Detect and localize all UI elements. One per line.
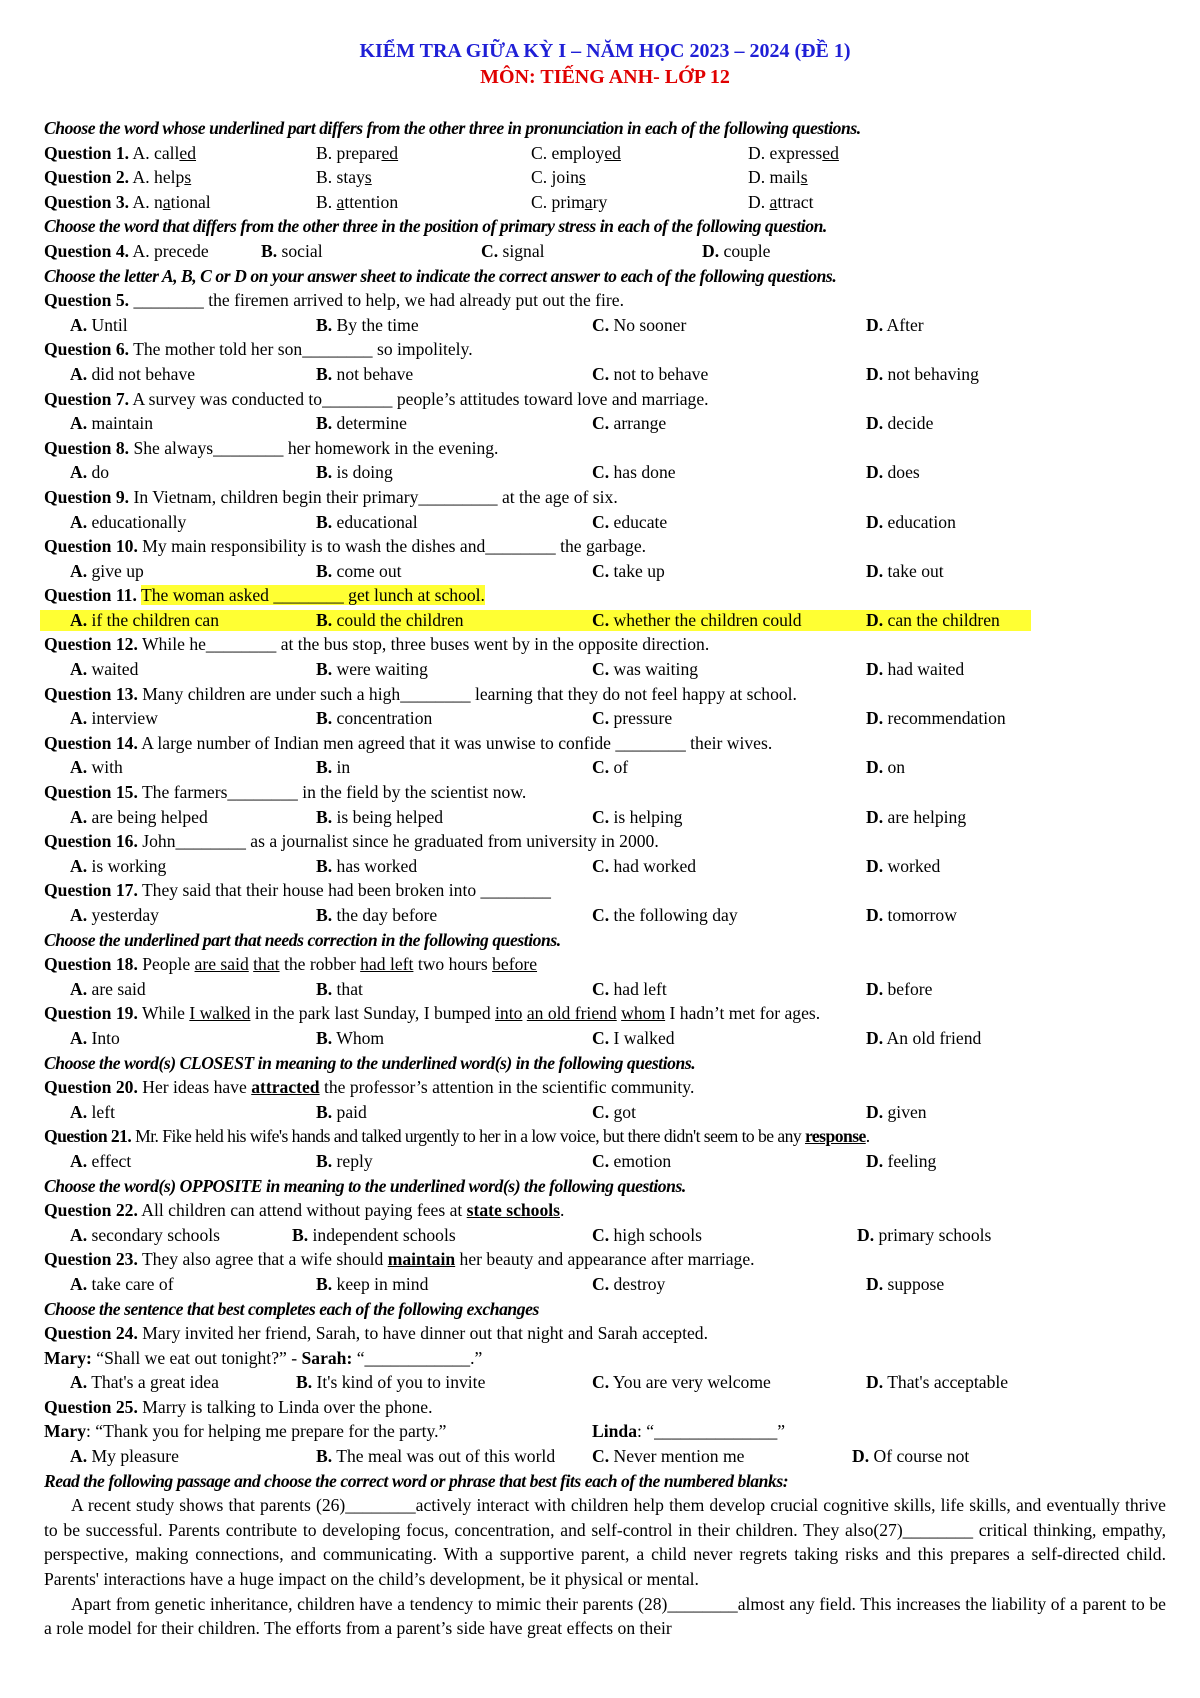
- underlined-part: s: [578, 167, 586, 188]
- option-d: D. primary schools: [857, 1224, 992, 1245]
- option-d: D. decide: [866, 413, 934, 434]
- question-5-options: [44, 313, 1166, 338]
- option-letter: B.: [316, 167, 337, 188]
- option-text: tional: [170, 191, 211, 212]
- question-label: Question 21.: [44, 1126, 132, 1147]
- option-d: D. before: [866, 978, 933, 999]
- option-c: C. You are very welcome: [592, 1372, 771, 1393]
- option-b: B. paid: [316, 1101, 367, 1122]
- passage-paragraph-2: Apart from genetic inheritance, children have a tendency to mimic their parents (28)________almost any field. This increases the liability of a parent to be a role model for their children. The efforts from a parent’s side have great effects on their: [44, 1593, 1166, 1639]
- option-b: B. is doing: [316, 462, 393, 483]
- stem-text: her beauty and appearance after marriage.: [455, 1249, 755, 1270]
- question-5-stem: [44, 288, 1166, 313]
- option-a: A. educationally: [70, 511, 187, 532]
- option-c: C. arrange: [592, 413, 667, 434]
- question-16-stem: [44, 829, 1166, 854]
- instruction-closest: Choose the word(s) CLOSEST in meaning to the underlined word(s) in the following questions.: [44, 1052, 696, 1073]
- dialogue-line: : “______________”: [637, 1421, 786, 1442]
- option-b: B. has worked: [316, 855, 418, 876]
- option-d: D. That's acceptable: [866, 1372, 1009, 1393]
- option-b: B. educational: [316, 511, 418, 532]
- question-15-stem: [44, 780, 1166, 805]
- option-c: C. is helping: [592, 806, 683, 827]
- option-a: A. precede: [132, 240, 209, 261]
- option-a: A. do: [70, 462, 110, 483]
- option-a: A. effect: [70, 1150, 132, 1171]
- instruction-error: Choose the underlined part that needs correction in the following questions.: [44, 929, 561, 950]
- option-text: ttention: [344, 191, 399, 212]
- question-4: [44, 239, 1166, 264]
- question-24-stem: [44, 1321, 1166, 1346]
- question-stem: A large number of Indian men agreed that it was unwise to confide ________ their wives.: [137, 732, 773, 753]
- option-text: prepar: [336, 142, 382, 163]
- option-b: B. were waiting: [316, 659, 428, 680]
- speaker-name: Mary: [44, 1421, 87, 1442]
- option-a: A. secondary schools: [70, 1224, 221, 1245]
- option-b: B. reply: [316, 1150, 373, 1171]
- question-label: Question 10.: [44, 536, 138, 557]
- question-12-options: [44, 657, 1166, 682]
- option-d: D. given: [866, 1101, 927, 1122]
- option-d: D. feeling: [866, 1150, 937, 1171]
- option-a: A. give up: [70, 560, 144, 581]
- option-d: D. not behaving: [866, 363, 979, 384]
- stem-text: While: [137, 1003, 190, 1024]
- question-17-stem: [44, 878, 1166, 903]
- question-10-stem: [44, 534, 1166, 559]
- option-text: stay: [336, 167, 365, 188]
- stem-text: the professor’s attention in the scientific community.: [319, 1077, 695, 1098]
- question-8-options: [44, 460, 1166, 485]
- option-b: B. Whom: [316, 1027, 385, 1048]
- stem-text: They also agree that a wife should: [137, 1249, 388, 1270]
- option-d: D. are helping: [866, 806, 967, 827]
- underlined-part: ed: [604, 142, 621, 163]
- underlined-word: maintain: [387, 1249, 456, 1270]
- question-stem: In Vietnam, children begin their primary_________ at the age of six.: [129, 486, 618, 507]
- question-23-options: [44, 1272, 1166, 1297]
- question-20-stem: [44, 1075, 1166, 1100]
- question-stem: Mary invited her friend, Sarah, to have dinner out that night and Sarah accepted.: [137, 1323, 708, 1344]
- option-a: A. did not behave: [70, 363, 196, 384]
- question-14-options: [44, 755, 1166, 780]
- dialogue-line: “____________.”: [352, 1347, 483, 1368]
- option-b: B. By the time: [316, 314, 419, 335]
- option-d: D. After: [866, 314, 924, 335]
- underlined-part: before: [492, 954, 538, 975]
- option-text: mail: [769, 167, 801, 188]
- option-c: C. not to behave: [592, 363, 709, 384]
- option-d: D. can the children: [866, 609, 1000, 630]
- question-24-options: [44, 1370, 1166, 1395]
- question-label: Question 17.: [44, 880, 138, 901]
- question-25-dialogue: [44, 1419, 1166, 1444]
- question-8-stem: [44, 436, 1166, 461]
- option-c: C. high schools: [592, 1224, 702, 1245]
- question-label: Question 20.: [44, 1077, 138, 1098]
- underlined-part: a: [336, 191, 345, 212]
- question-6-stem: [44, 337, 1166, 362]
- option-d: D. take out: [866, 560, 944, 581]
- instruction-mcq: Choose the letter A, B, C or D on your answer sheet to indicate the correct answer to each of the following questions.: [44, 265, 837, 286]
- underlined-part: a: [584, 191, 593, 212]
- option-c: C. pressure: [592, 708, 673, 729]
- option-letter: A.: [132, 191, 155, 212]
- exam-header: [44, 38, 1166, 90]
- option-a: A. waited: [70, 659, 139, 680]
- question-label: Question 15.: [44, 782, 138, 803]
- option-d: D. suppose: [866, 1273, 945, 1294]
- option-a: A. maintain: [70, 413, 154, 434]
- option-b: B. could the children: [316, 609, 464, 630]
- question-label: Question 22.: [44, 1200, 138, 1221]
- option-b: B. concentration: [316, 708, 433, 729]
- underlined-part: a: [769, 191, 778, 212]
- question-11-stem: [44, 583, 1166, 608]
- question-19-options: [44, 1026, 1166, 1051]
- option-c: C. the following day: [592, 905, 738, 925]
- stem-text: in the park last Sunday, I bumped: [250, 1003, 496, 1024]
- question-9-options: [44, 510, 1166, 535]
- option-c: C. signal: [481, 240, 545, 261]
- underlined-part: an old friend: [526, 1003, 617, 1024]
- option-b: B. independent schools: [292, 1224, 456, 1245]
- option-c: C. got: [592, 1101, 636, 1122]
- question-label: Question 6.: [44, 339, 130, 360]
- question-stem: The mother told her son________ so impolitely.: [129, 339, 473, 360]
- stem-text: two hours: [413, 954, 493, 975]
- option-letter: C.: [531, 191, 552, 212]
- question-label: Question 16.: [44, 831, 138, 852]
- exam-body: [44, 116, 1166, 1641]
- option-c: C. of: [592, 757, 629, 778]
- option-c: C. I walked: [592, 1027, 675, 1048]
- option-a: A. take care of: [70, 1273, 174, 1294]
- passage-paragraph-1: A recent study shows that parents (26)________actively interact with children help them develop crucial cognitive skills, life skills, and eventually thrive to be successful. Parents contribute to developing focus, concentration, and self-control in their children. They also(27)________ critical thinking, empathy, perspective, making connections, and communicating. With a supportive parent, a child never regrets taking risks and this prepares a self-directed child. Parents' interactions have a huge impact on the child’s development, be it physical or mental.: [44, 1495, 1166, 1590]
- instruction-opposite: Choose the word(s) OPPOSITE in meaning to the underlined word(s) the following questions.: [44, 1175, 686, 1196]
- speaker-name: Mary:: [44, 1347, 92, 1368]
- option-b: B. determine: [316, 413, 407, 434]
- underlined-part: s: [184, 167, 192, 188]
- option-c: C. had worked: [592, 855, 697, 876]
- option-d: D. couple: [702, 240, 771, 261]
- option-text: prim: [551, 191, 585, 212]
- stem-text: .: [560, 1200, 565, 1221]
- option-b: B. keep in mind: [316, 1273, 429, 1294]
- option-letter: D.: [748, 142, 770, 163]
- option-c: C. take up: [592, 560, 665, 581]
- option-a: A. are said: [70, 978, 146, 999]
- question-label: Question 18.: [44, 954, 138, 975]
- underlined-part: s: [364, 167, 372, 188]
- option-letter: A.: [132, 167, 155, 188]
- question-label: Question 4.: [44, 240, 130, 261]
- stem-text: Mr. Fike held his wife's hands and talked urgently to her in a low voice, but there didn't seem to be any: [131, 1126, 805, 1147]
- question-18-options: [44, 977, 1166, 1002]
- underlined-part: had left: [360, 954, 414, 975]
- option-text: join: [551, 167, 579, 188]
- option-a: A. is working: [70, 855, 167, 876]
- question-label: Question 8.: [44, 437, 130, 458]
- instruction-pronunciation: Choose the word whose underlined part differs from the other three in pronunciation in each of the following questions.: [44, 118, 861, 138]
- stem-text: People: [137, 954, 195, 975]
- question-label: Question 1.: [44, 142, 130, 163]
- option-letter: D.: [748, 191, 770, 212]
- option-letter: C.: [531, 167, 552, 188]
- option-d: D. An old friend: [866, 1027, 982, 1048]
- underlined-word: attracted: [251, 1077, 320, 1098]
- option-b: B. The meal was out of this world: [316, 1446, 556, 1467]
- option-b: B. It's kind of you to invite: [296, 1372, 486, 1393]
- question-label: Question 11.: [44, 585, 137, 606]
- question-12-stem: [44, 632, 1166, 657]
- question-11-options: [44, 608, 1166, 633]
- option-d: D. education: [866, 511, 956, 532]
- option-text: ttract: [777, 191, 814, 212]
- option-letter: A.: [132, 142, 155, 163]
- question-stem: My main responsibility is to wash the dishes and________ the garbage.: [137, 536, 647, 557]
- exam-subject: MÔN: TIẾNG ANH- LỚP 12: [480, 66, 730, 88]
- option-c: C. No sooner: [592, 314, 687, 335]
- option-a: A. My pleasure: [70, 1446, 179, 1467]
- stem-text: .: [865, 1126, 870, 1147]
- question-20-options: [44, 1100, 1166, 1125]
- question-21-options: [44, 1149, 1166, 1174]
- instruction-exchange: Choose the sentence that best completes each of the following exchanges: [44, 1298, 539, 1319]
- question-22-stem: [44, 1198, 1166, 1223]
- option-d: D. tomorrow: [866, 905, 957, 925]
- option-letter: B.: [316, 142, 337, 163]
- underlined-word: state schools: [466, 1200, 561, 1221]
- option-text: ry: [592, 191, 608, 212]
- option-c: C. destroy: [592, 1273, 666, 1294]
- underlined-part: s: [800, 167, 808, 188]
- question-label: Question 7.: [44, 388, 130, 409]
- option-c: C. was waiting: [592, 659, 699, 680]
- option-b: B. that: [316, 978, 363, 999]
- question-stem: While he________ at the bus stop, three buses went by in the opposite direction.: [137, 634, 710, 655]
- speaker-name: Sarah:: [301, 1347, 353, 1368]
- question-7-options: [44, 411, 1166, 436]
- option-a: A. interview: [70, 708, 158, 729]
- option-a: A. are being helped: [70, 806, 208, 827]
- question-label: Question 12.: [44, 634, 138, 655]
- option-c: C. had left: [592, 978, 667, 999]
- option-c: C. Never mention me: [592, 1446, 745, 1467]
- underlined-part: ed: [381, 142, 399, 163]
- option-letter: D.: [748, 167, 770, 188]
- question-6-options: [44, 362, 1166, 387]
- option-b: B. the day before: [316, 905, 438, 925]
- question-9-stem: [44, 485, 1166, 510]
- underlined-part: whom: [621, 1003, 666, 1024]
- option-d: D. Of course not: [852, 1446, 970, 1467]
- underlined-part: a: [162, 191, 171, 212]
- speaker-name: Linda: [592, 1421, 637, 1442]
- question-15-options: [44, 805, 1166, 830]
- question-label: Question 13.: [44, 683, 138, 704]
- option-c: C. has done: [592, 462, 676, 483]
- question-23-stem: [44, 1247, 1166, 1272]
- question-stem: Many children are under such a high________ learning that they do not feel happy at school.: [137, 683, 797, 704]
- question-label: Question 3.: [44, 191, 130, 212]
- option-a: A. Until: [70, 314, 128, 335]
- dialogue-line: : “Thank you for helping me prepare for the party.”: [86, 1421, 447, 1442]
- option-text: employ: [551, 142, 605, 163]
- question-label: Question 19.: [44, 1003, 138, 1024]
- question-18-stem: [44, 952, 1166, 977]
- stem-text: Her ideas have: [137, 1077, 252, 1098]
- option-a: A. Into: [70, 1027, 120, 1048]
- option-a: A. left: [70, 1101, 115, 1122]
- question-25-options: [44, 1444, 1166, 1469]
- option-a: A. if the children can: [70, 609, 220, 630]
- option-letter: B.: [316, 191, 337, 212]
- instruction-reading: Read the following passage and choose the correct word or phrase that best fits each of the numbered blanks:: [44, 1470, 789, 1491]
- question-stem: Marry is talking to Linda over the phone.: [137, 1396, 433, 1417]
- question-label: Question 23.: [44, 1249, 138, 1270]
- option-d: D. worked: [866, 855, 941, 876]
- question-24-dialogue: [44, 1346, 1166, 1371]
- question-label: Question 9.: [44, 486, 130, 507]
- question-17-options: [44, 903, 1166, 928]
- question-16-options: [44, 854, 1166, 879]
- option-a: A. yesterday: [70, 905, 159, 925]
- question-13-stem: [44, 682, 1166, 707]
- question-25-stem: [44, 1395, 1166, 1420]
- option-d: D. does: [866, 462, 920, 483]
- question-13-options: [44, 706, 1166, 731]
- underlined-part: into: [495, 1003, 523, 1024]
- question-7-stem: [44, 387, 1166, 412]
- option-b: B. is being helped: [316, 806, 444, 827]
- question-label: Question 14.: [44, 732, 138, 753]
- option-letter: C.: [531, 142, 552, 163]
- underlined-part: ed: [822, 142, 839, 163]
- question-21-stem: [44, 1124, 1166, 1149]
- question-stem: The farmers________ in the field by the scientist now.: [137, 782, 527, 803]
- question-3: [44, 190, 1166, 215]
- underlined-part: are said: [194, 954, 249, 975]
- instruction-stress: Choose the word that differs from the other three in the position of primary stress in each of the following question.: [44, 216, 827, 237]
- question-label: Question 2.: [44, 167, 130, 188]
- option-a: A. with: [70, 757, 123, 778]
- option-d: D. recommendation: [866, 708, 1006, 729]
- question-2: [44, 165, 1166, 190]
- option-c: C. educate: [592, 511, 668, 532]
- stem-text: the robber: [279, 954, 361, 975]
- question-stem: She always________ her homework in the evening.: [129, 437, 499, 458]
- option-a: A. That's a great idea: [70, 1372, 219, 1393]
- question-14-stem: [44, 731, 1166, 756]
- underlined-part: ed: [179, 142, 197, 163]
- exam-title: KIỂM TRA GIỮA KỲ I – NĂM HỌC 2023 – 2024 (ĐỀ 1): [359, 40, 851, 62]
- underlined-word: response: [804, 1126, 866, 1147]
- dialogue-line: “Shall we eat out tonight?” -: [91, 1347, 302, 1368]
- option-text: n: [154, 191, 163, 212]
- option-c: C. whether the children could: [592, 609, 802, 630]
- option-b: B. social: [261, 240, 323, 261]
- option-d: D. on: [866, 757, 906, 778]
- option-b: B. in: [316, 757, 351, 778]
- underlined-part: that: [253, 954, 280, 975]
- option-text: call: [154, 142, 180, 163]
- option-text: help: [154, 167, 185, 188]
- stem-text: All children can attend without paying fees at: [137, 1200, 467, 1221]
- question-10-options: [44, 559, 1166, 584]
- question-stem: John________ as a journalist since he graduated from university in 2000.: [137, 831, 659, 852]
- question-label: Question 5.: [44, 290, 130, 311]
- question-label: Question 25.: [44, 1396, 138, 1417]
- exam-page: [44, 38, 1166, 1641]
- question-label: Question 24.: [44, 1323, 138, 1344]
- option-b: B. not behave: [316, 363, 414, 384]
- highlighted-question-stem: The woman asked ________ get lunch at school.: [140, 585, 485, 606]
- question-stem: A survey was conducted to________ people’s attitudes toward love and marriage.: [129, 388, 709, 409]
- question-stem: They said that their house had been broken into ________: [137, 880, 551, 901]
- option-d: D. had waited: [866, 659, 965, 680]
- option-text: express: [769, 142, 823, 163]
- question-1: [44, 141, 1166, 166]
- question-22-options: [44, 1223, 1166, 1248]
- question-19-stem: [44, 1001, 1166, 1026]
- underlined-part: I walked: [189, 1003, 251, 1024]
- stem-text: I hadn’t met for ages.: [665, 1003, 821, 1024]
- option-c: C. emotion: [592, 1150, 672, 1171]
- question-stem: ________ the firemen arrived to help, we had already put out the fire.: [129, 290, 624, 311]
- option-b: B. come out: [316, 560, 402, 581]
